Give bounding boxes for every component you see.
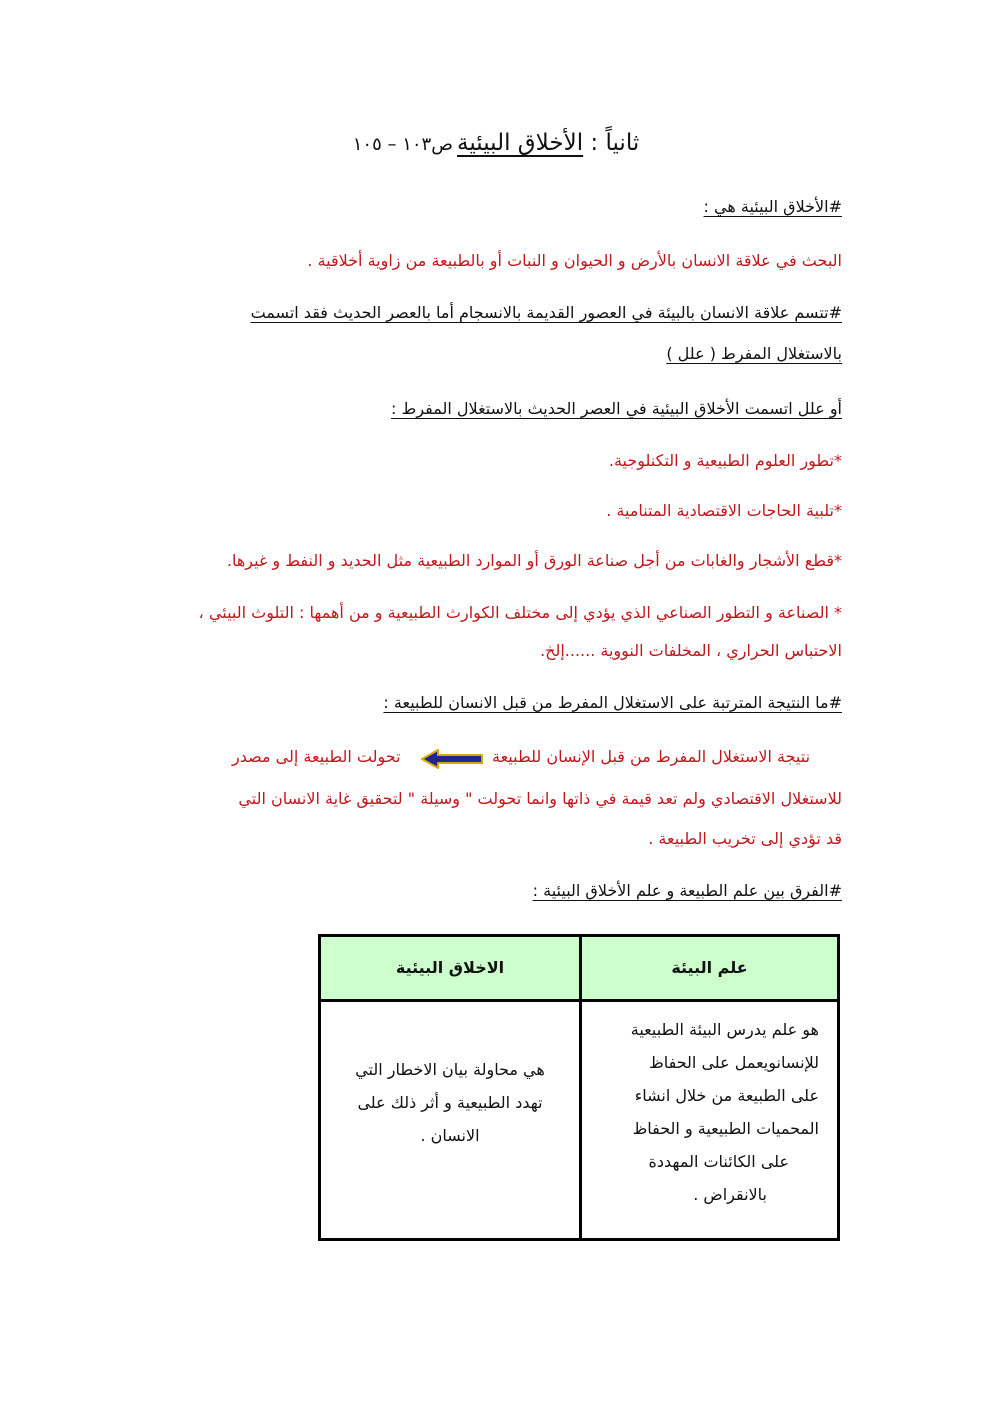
difference-heading: #الفرق بين علم الطبيعة و علم الأخلاق البيئية :	[532, 881, 842, 900]
reason-item-3: *قطع الأشجار والغابات من أجل صناعة الورق أو الموارد الطبيعية مثل الحديد و النفط و غيرها.	[226, 551, 842, 570]
relation-line-2: بالاستغلال المفرط ( علل )	[666, 344, 842, 363]
reason-item-4b: الاحتباس الحراري ، المخلفات النووية ......إلخ.	[540, 641, 842, 660]
result-heading: #ما النتيجة المترتبة على الاستغلال المفرط من قبل الانسان للطبيعة :	[383, 693, 842, 712]
table-row-divider	[321, 999, 837, 1002]
table-cell-line: المحميات الطبيعية و الحفاظ	[632, 1119, 819, 1138]
reason-item-1: *تطور العلوم الطبيعية و التكنلوجية.	[608, 451, 842, 470]
table-cell-line: على الطبيعة من خلال انشاء	[634, 1086, 819, 1105]
definition-heading: #الأخلاق البيئية هي :	[703, 197, 842, 216]
table-cell-line: هي محاولة بيان الاخطار التي	[355, 1060, 545, 1079]
comparison-table	[318, 934, 840, 1241]
definition-text: البحث في علاقة الانسان بالأرض و الحيوان و النبات أو بالطبيعة من زاوية أخلاقية .	[307, 251, 842, 270]
result-line-1a: نتيجة الاستغلال المفرط من قبل الإنسان للطبيعة	[492, 747, 811, 766]
result-line-1b: تحولت الطبيعة إلى مصدر	[232, 747, 401, 766]
reason-item-4a: * الصناعة و التطور الصناعي الذي يؤدي إلى مختلف الكوارث الطبيعية و من أهمها : التلوث البيئي ،	[198, 603, 842, 622]
table-column-divider	[579, 937, 582, 1238]
table-header-ecology: علم البيئة	[582, 937, 837, 999]
table-cell-line: تهدد الطبيعية و أثر ذلك على	[357, 1093, 543, 1112]
title-prefix: ثانياً :	[583, 130, 640, 156]
reason-heading: أو علل اتسمت الأخلاق البيئية في العصر الحديث بالاستغلال المفرط :	[391, 399, 842, 418]
table-cell-line: للإنسانويعمل على الحفاظ	[648, 1053, 819, 1072]
table-cell-environmental-ethics	[321, 1053, 579, 1152]
reason-item-2: *تلبية الحاجات الاقتصادية المتنامية .	[606, 501, 842, 520]
table-header-environmental-ethics: الاخلاق البيئية	[321, 937, 579, 999]
result-line-3: قد تؤدي إلى تخريب الطبيعة .	[648, 829, 842, 848]
table-cell-ecology	[631, 1013, 819, 1211]
table-cell-line: الانسان .	[420, 1126, 480, 1145]
table-cell-line: على الكائنات المهددة	[648, 1152, 789, 1171]
table-cell-line: هو علم يدرس البيئة الطبيعية	[630, 1020, 819, 1039]
title-highlight: الأخلاق البيئية	[457, 130, 584, 156]
title-pages: ص١٠٣ – ١٠٥	[352, 134, 453, 155]
result-line-2: للاستغلال الاقتصادي ولم تعد قيمة في ذاتها وانما تحولت " وسيلة " لتحقيق غاية الانسان التي	[238, 789, 842, 808]
arrow-left-icon	[420, 748, 484, 770]
table-cell-line: بالانقراض .	[693, 1185, 767, 1204]
page-title	[0, 126, 992, 162]
relation-line-1: #تتسم علاقة الانسان بالبيئة في العصور القديمة بالانسجام أما بالعصر الحديث فقد اتسمت	[250, 303, 842, 322]
